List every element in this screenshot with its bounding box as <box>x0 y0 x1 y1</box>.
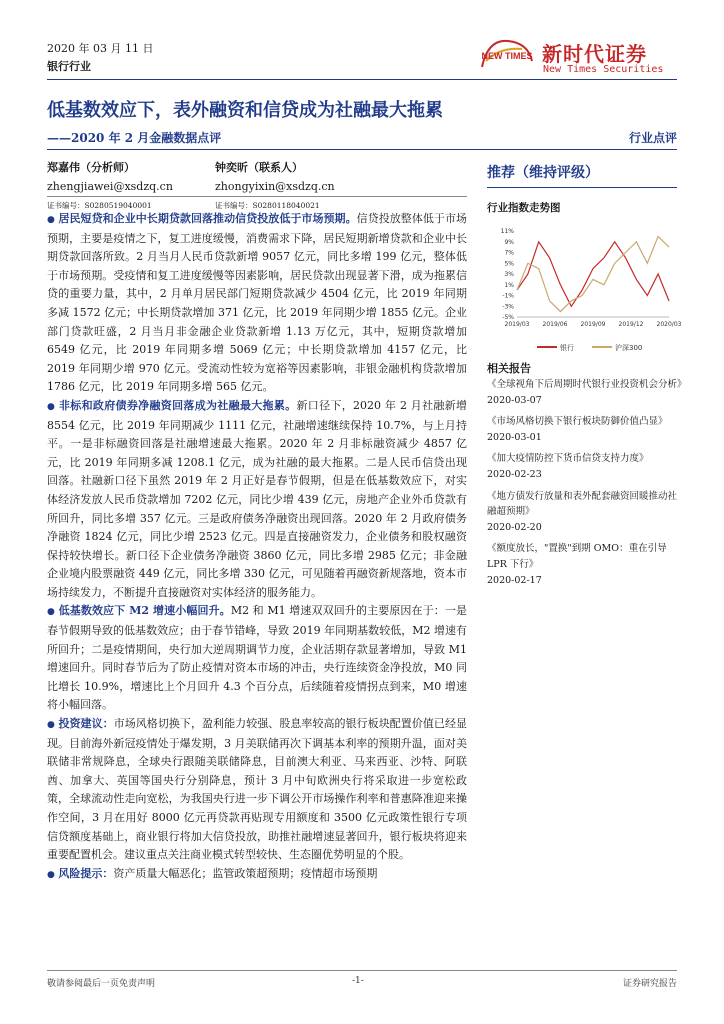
paragraph <box>47 715 467 865</box>
y-tick-label: 5% <box>504 260 514 268</box>
author-block <box>215 158 335 215</box>
x-tick-label: 2019/06 <box>542 321 568 328</box>
related-reports-title: 相关报告 <box>487 362 531 375</box>
rating: 推荐（维持评级） <box>487 162 677 188</box>
author-email[interactable]: zhengjiawei@xsdzq.cn <box>47 180 173 193</box>
x-tick-label: 2020/03 <box>656 321 682 328</box>
related-report-item[interactable]: 《市场风格切换下银行板块防御价值凸显》 2020-03-01 <box>487 416 668 443</box>
related-reports-list <box>487 377 687 594</box>
legend-bank-label: 银行 <box>560 344 574 352</box>
paragraph-lead: 低基数效应下 M2 增速小幅回升。 <box>58 604 231 618</box>
related-report-item[interactable]: 《地方债发行放量和表外配套融资回暖推动社融超预期》 2020-02-20 <box>487 490 678 533</box>
logo-mark-text: NEW TIMES <box>481 51 533 61</box>
report-title: 低基数效应下，表外融资和信贷成为社融最大拖累 <box>47 100 443 121</box>
bullet-icon: ● <box>47 607 55 618</box>
y-tick-label: -5% <box>502 314 514 321</box>
paragraph <box>47 210 467 397</box>
footer-divider <box>47 970 677 971</box>
author-divider <box>47 196 467 197</box>
author-cert: 证书编号：S0280118040021 <box>215 201 320 210</box>
related-report-item[interactable]: 《全球视角下后周期时代银行业投资机会分析》 2020-03-07 <box>487 379 687 406</box>
author-name: 郑嘉伟（分析师） <box>47 161 135 174</box>
logo-mark-icon <box>478 37 536 73</box>
y-tick-label: 7% <box>504 249 514 257</box>
report-body <box>47 210 467 884</box>
x-tick-label: 2019/12 <box>618 321 644 328</box>
legend-hs300-label: 沪深300 <box>615 344 643 352</box>
logo-name-en: New Times Securities <box>543 64 664 75</box>
report-sector: 银行行业 <box>47 60 91 73</box>
report-subtitle: ——2020 年 2 月金融数据点评 <box>47 131 222 145</box>
paragraph-text: M2 和 M1 增速双双回升的主要原因在于：一是春节假期导致的低基数效应；由于春节错峰，导致 2019 年同期基数较低，M2 增速有所回升；二是疫情期间，央行加大逆周期调节力度，企业活期存款显著增加，导致 M1 增速回升。同时春节后为了防止疫情对资本市场的冲击，央行连续资金净投放，M0 同比增长 10.9%，增速比上个月回升 4.3 个百分点，后续随着疫情拐点到来，M0 增速将小幅回落。 <box>47 604 468 712</box>
title-divider <box>47 149 677 150</box>
footer-disclaimer[interactable]: 敬请参阅最后一页免责声明 <box>47 979 156 989</box>
y-tick-label: -3% <box>502 303 514 311</box>
paragraph-lead: 风险提示： <box>58 866 114 880</box>
series-line-hs300 <box>517 236 669 311</box>
report-date: 2020 年 03 月 11 日 <box>47 42 154 55</box>
logo-name-cn: 新时代证券 <box>542 42 647 66</box>
bullet-icon: ● <box>47 401 56 412</box>
footer-report-label: 证券研究报告 <box>622 979 677 989</box>
paragraph <box>47 865 467 885</box>
paragraph <box>47 602 467 715</box>
y-tick-label: 1% <box>504 281 514 289</box>
paragraph <box>47 397 467 603</box>
y-tick-label: 9% <box>504 238 514 246</box>
related-report-item[interactable]: 《额度放长，"置换"到期 OMO：重在引导 LPR 下行》 2020-02-17 <box>487 543 667 586</box>
report-type: 行业点评 <box>628 131 677 145</box>
author-email[interactable]: zhongyixin@xsdzq.cn <box>215 180 335 193</box>
y-tick-label: -1% <box>502 292 514 300</box>
paragraph-lead: 非标和政府债券净融资回落成为社融最大拖累。 <box>58 398 297 412</box>
page-number: -1- <box>352 976 364 986</box>
x-tick-label: 2019/03 <box>504 321 530 328</box>
related-report-item[interactable]: 《加大疫情防控下货币信贷支持力度》 2020-02-23 <box>487 453 649 480</box>
paragraph-lead: 居民短贷和企业中长期贷款回落推动信贷投放低于市场预期。 <box>58 212 357 225</box>
bullet-icon: ● <box>47 869 55 880</box>
author-cert: 证书编号：S0280519040001 <box>47 201 152 210</box>
bullet-icon: ● <box>47 720 55 731</box>
paragraph-text: 新口径下，2020 年 2 月社融新增 8554 亿元，比 2019 年同期减少 1111 亿元，社融增速继续保持 10.7%，与上月持平。一是非标融资回落是社融增速最大拖累。2020 年 2 月非标融资减少 4857 亿元，比 2019 年同期多减 1208.1 亿元，成为社融的最大拖累。二是人民币信贷出现回落。社融新口径下虽然 2019 年 2 月正好是春节假期，但是在低基数效应下，对实体经济发放人民币贷款增加 7202 亿元，同比少增 439 亿元，房地产企业外币贷款有所回升，同比多增 357 亿元。三是政府债务净融资出现回落。2020 年 2 月政府债务净融资 1824 亿元，同比少增 2523 亿元。四是直接融资发力，企业债务和股权融资保持较快增长。新口径下企业债务净融资 3860 亿元，同比多增 2985 亿元；非金融企业境内股票融资 449 亿元，同比多增 330 亿元，可见随着再融资新规落地，资本市场持续发力，不断提升直接融资对实体经济的服务能力。 <box>47 398 468 599</box>
y-tick-label: 11% <box>500 228 514 235</box>
paragraph-lead: 投资建议： <box>58 717 114 731</box>
index-trend-chart <box>487 225 682 355</box>
series-line-bank <box>517 242 669 306</box>
paragraph-text: 市场风格切换下，盈利能力较强、股息率较高的银行板块配置价值已经显现。目前海外新冠疫情处于爆发期，3 月美联储再次下调基本利率的预期升温，面对美联储非常规降息，全球央行跟随美联储降息，目前澳大利亚、马来西亚、沙特、阿联酋、加拿大、英国等国央行分别降息，预计 3 月中旬欧洲央行将采取进一步宽松政策，全球流动性走向宽松，为我国央行进一步下调公开市场操作利率和普惠降准迎来操作空间，3 月在用好 8000 亿元再贷款再贴现专用额度和 3500 亿元政策性银行专项信贷额度基础上，商业银行将加大信贷投放，助推社融增速显著回升，银行板块将迎来重要配置机会。建议重点关注商业模式转型较快、生态圈优势明显的个股。 <box>47 717 468 862</box>
bullet-icon: ● <box>47 215 55 225</box>
paragraph-text: 信贷投放整体低于市场预期，主要是疫情之下，复工进度缓慢，消费需求下降，居民短期新增贷款和企业中长期贷款回落所致。2 月当月人民币贷款新增 9057 亿元，同比多增 199 亿元，整体低于市场预期。受疫情和复工进度缓慢等因素影响，居民贷款出现显著下滑，成为拖累信贷的重要力量，其中，2 月单月居民部门短期贷款减少 4504 亿元，比 2019 年同期多减 1572 亿元；中长期贷款增加 371 亿元，比 2019 年同期少增 1855 亿元。企业部门贷款旺盛，2 月当月非金融企业贷款新增 1.13 万亿元，其中，短期贷款增加 6549 亿元，比 2019 年同期多增 5069 亿元；中长期贷款增加 4157 亿元，比 2019 年同期少增 970 亿元。受流动性较为宽裕等因素影响，非银金融机构贷款增加 1786 亿元，比 2019 年同期多增 565 亿元。 <box>47 212 468 394</box>
y-tick-label: 3% <box>504 271 514 278</box>
header-divider <box>47 79 677 80</box>
chart-title: 行业指数走势图 <box>487 202 561 214</box>
x-tick-label: 2019/09 <box>580 321 606 328</box>
author-name: 钟奕昕（联系人） <box>215 161 303 174</box>
author-block <box>47 158 173 215</box>
paragraph-text: 资产质量大幅恶化；监管政策超预期；疫情超市场预期 <box>113 866 378 880</box>
